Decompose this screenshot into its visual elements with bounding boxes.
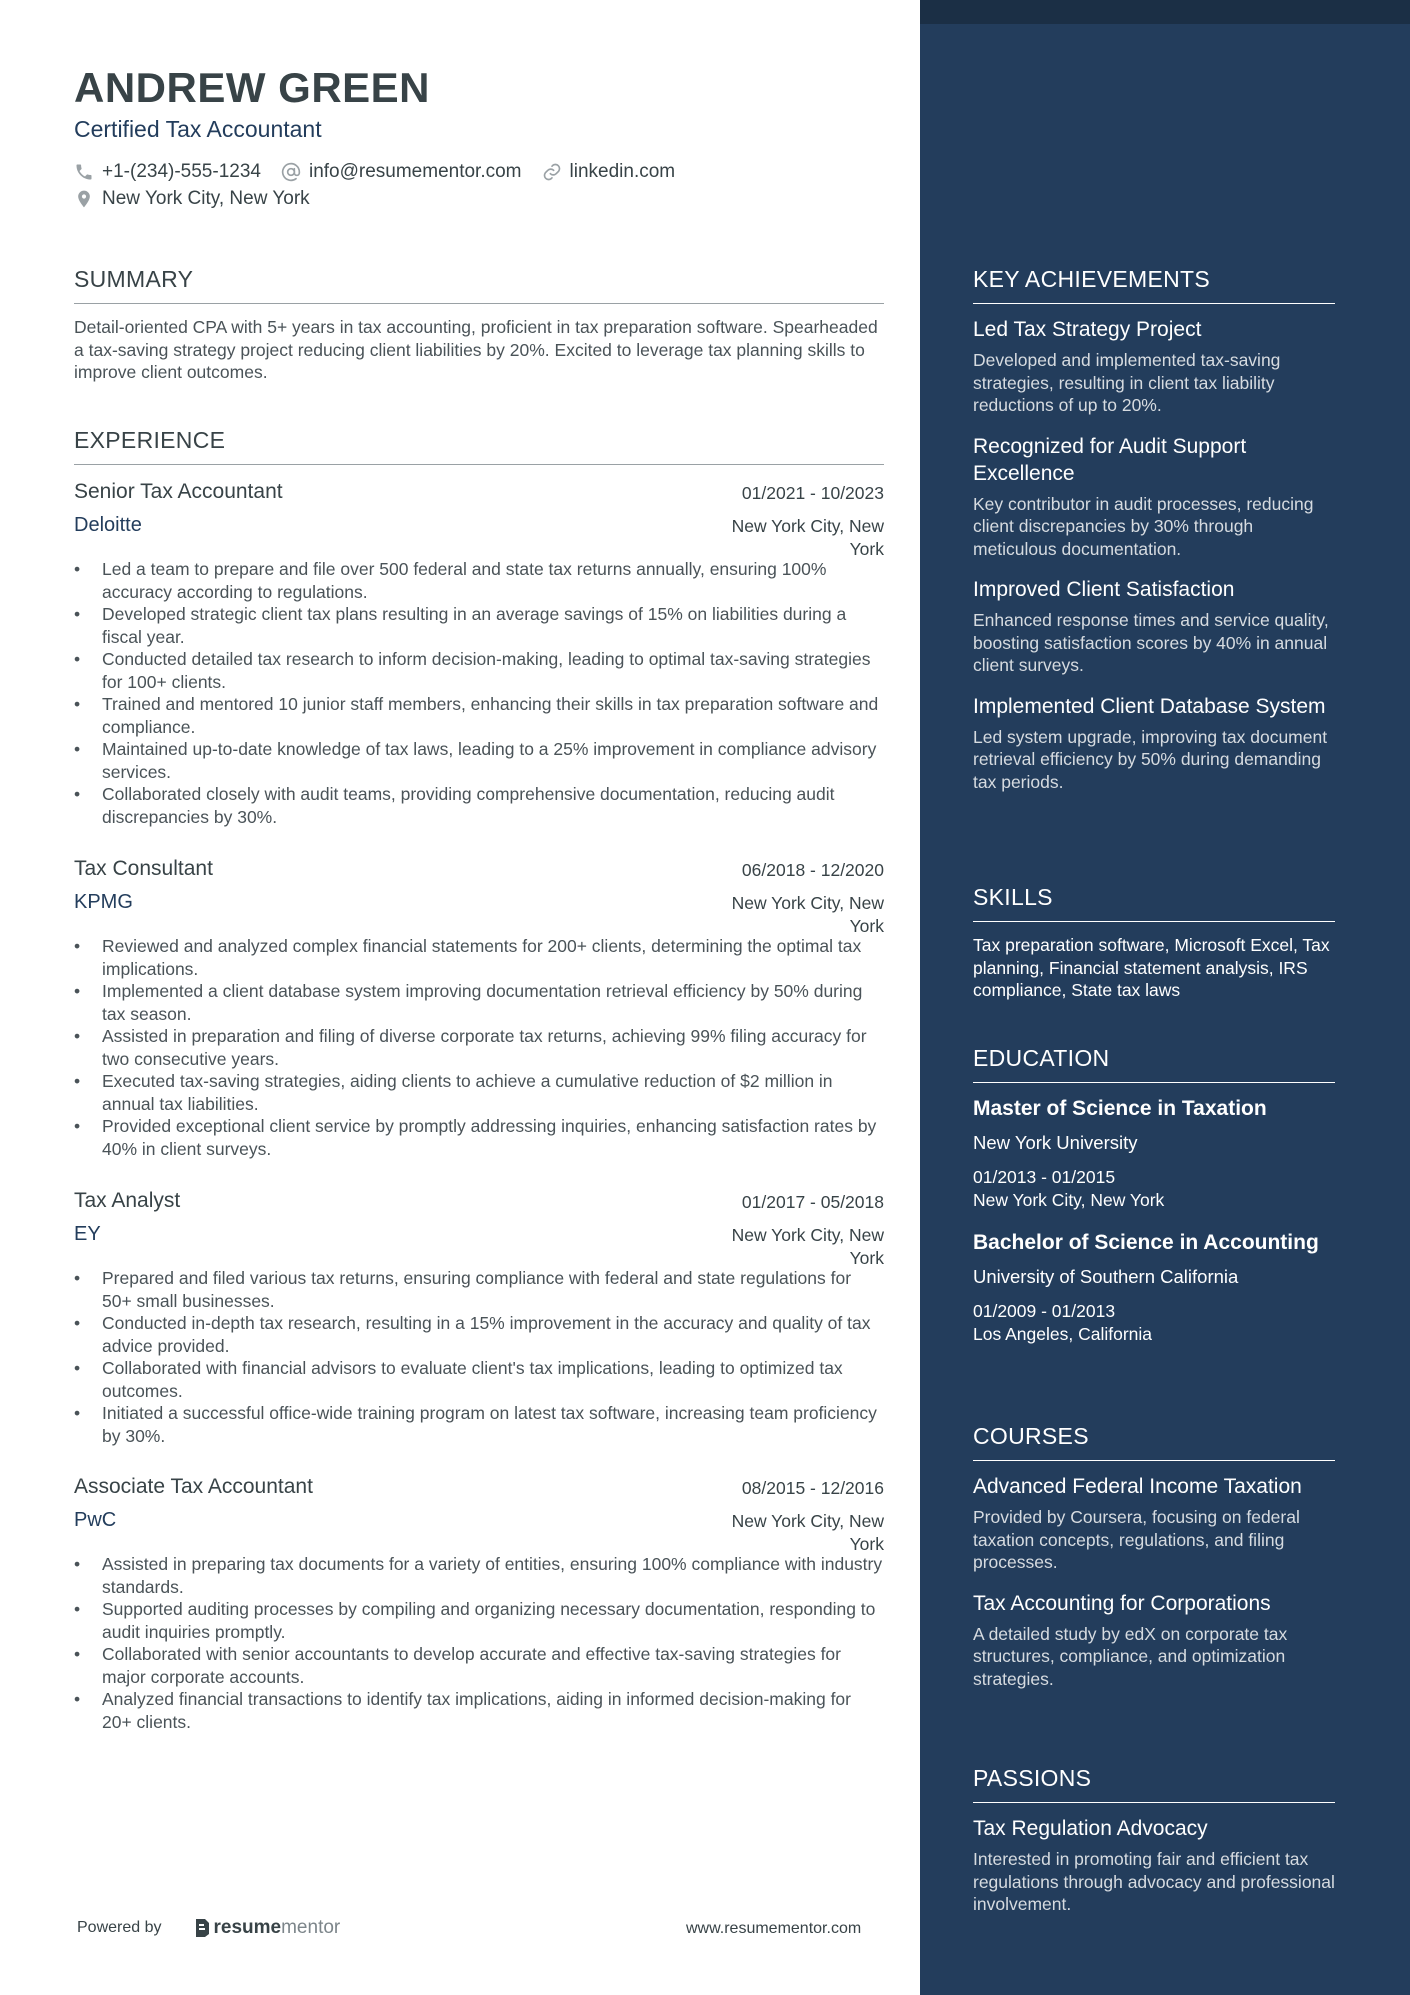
job-company: KPMG [74, 891, 133, 913]
job-location: New York City, New York [731, 516, 884, 559]
job-bullet: • Analyzed financial transactions to identify tax implications, aiding in informed decision-making for 20+ clients. [74, 1688, 884, 1733]
footer-powered-by [77, 1917, 340, 1939]
contact-location [74, 188, 310, 210]
email-text: info@resumementor.com [308, 161, 522, 182]
achievement-title: Improved Client Satisfaction [973, 578, 1235, 601]
contact-email[interactable] [281, 161, 522, 183]
passion-desc: Interested in promoting fair and efficient tax regulations through advocacy and professional involvement. [973, 1849, 1335, 1914]
summary-title: SUMMARY [74, 266, 884, 304]
passions-title: PASSIONS [973, 1765, 1335, 1803]
job-bullet: • Initiated a successful office-wide training program on latest tax software, increasing team proficiency by 30%. [74, 1402, 884, 1447]
course-desc: A detailed study by edX on corporate tax structures, compliance, and optimization strategies. [973, 1623, 1288, 1689]
course-title: Advanced Federal Income Taxation [973, 1475, 1302, 1498]
job-bullet: • Assisted in preparation and filing of diverse corporate tax returns, achieving 99% filing accuracy for two consecutive years. [74, 1025, 884, 1070]
job-bullet: • Led a team to prepare and file over 500 federal and state tax returns annually, ensuring 100% accuracy according to regulations. [74, 558, 884, 603]
job-bullet: • Implemented a client database system improving documentation retrieval efficiency by 50% during tax season. [74, 980, 884, 1025]
education-dates: 01/2013 - 01/2015 [973, 1167, 1116, 1187]
contact-row-1 [74, 161, 695, 183]
job-title: Tax Consultant [74, 857, 213, 880]
education-school: New York University [973, 1132, 1138, 1153]
sidebar [920, 0, 1410, 1995]
experience-section [74, 427, 884, 465]
brand-light: mentor [281, 1917, 341, 1938]
summary-text: Detail-oriented CPA with 5+ years in tax accounting, proficient in tax preparation software. Spearheaded a tax-saving strategy project reducing client liabilities by 20%. Excited to leverage tax planning skills to improve client outcomes. [74, 317, 878, 382]
education-location: Los Angeles, California [973, 1323, 1152, 1344]
brand-bold: resume [213, 1917, 282, 1938]
phone-icon [74, 162, 94, 182]
job-bullets [74, 558, 884, 828]
job-location: New York City, New York [731, 1225, 884, 1268]
job-title: Senior Tax Accountant [74, 480, 283, 503]
job-bullet: • Collaborated with senior accountants to develop accurate and effective tax-saving strategies for major corporate accounts. [74, 1643, 884, 1688]
skills-text: Tax preparation software, Microsoft Excel, Tax planning, Financial statement analysis, IRS compliance, State tax laws [973, 935, 1330, 1000]
job-company: PwC [74, 1509, 117, 1531]
course-title: Tax Accounting for Corporations [973, 1591, 1271, 1615]
contact-phone[interactable] [74, 161, 261, 183]
job-entry [74, 1189, 884, 1447]
location-text: New York City, New York [102, 188, 310, 209]
job-bullet: • Trained and mentored 10 junior staff members, enhancing their skills in tax preparation software and compliance. [74, 693, 884, 738]
achievement-desc: Key contributor in audit processes, reducing client discrepancies by 30% through meticulous documentation. [973, 493, 1314, 559]
achievement-title: Implemented Client Database System [973, 694, 1326, 718]
candidate-name: ANDREW GREEN [74, 64, 431, 111]
education-degree: Bachelor of Science in Accounting [973, 1231, 1319, 1254]
job-dates: 01/2017 - 05/2018 [741, 1192, 884, 1212]
job-bullet: • Conducted in-depth tax research, resulting in a 15% improvement in the accuracy and quality of tax advice provided. [74, 1312, 884, 1357]
achievement-title: Led Tax Strategy Project [973, 318, 1202, 341]
education-section [973, 1045, 1335, 1345]
achievement-desc: Led system upgrade, improving tax document retrieval efficiency by 50% during demanding tax periods. [973, 726, 1328, 792]
job-bullet: • Collaborated with financial advisors to evaluate client's tax implications, leading to optimized tax outcomes. [74, 1357, 884, 1402]
skills-title: SKILLS [973, 884, 1335, 922]
location-pin-icon [74, 189, 94, 209]
footer-website[interactable]: www.resumementor.com [686, 1920, 862, 1937]
job-bullet: • Supported auditing processes by compiling and organizing necessary documentation, responding to audit inquiries promptly. [74, 1598, 884, 1643]
job-company: Deloitte [74, 514, 142, 536]
job-bullet: • Provided exceptional client service by promptly addressing inquiries, enhancing satisfaction rates by 40% in client surveys. [74, 1115, 884, 1160]
brand-logo[interactable] [194, 1917, 341, 1939]
job-location: New York City, New York [731, 893, 884, 936]
resumementor-logo-icon [194, 1918, 210, 1938]
job-title: Associate Tax Accountant [74, 1475, 313, 1498]
achievements-title: KEY ACHIEVEMENTS [973, 266, 1335, 304]
job-bullet: • Developed strategic client tax plans resulting in an average savings of 15% on liabilities during a fiscal year. [74, 603, 884, 648]
job-company: EY [74, 1223, 101, 1245]
job-dates: 08/2015 - 12/2016 [741, 1478, 884, 1498]
link-icon [542, 162, 562, 182]
job-entry [74, 857, 884, 1160]
powered-by-label: Powered by [77, 1919, 162, 1936]
education-degree: Master of Science in Taxation [973, 1097, 1267, 1120]
job-title: Tax Analyst [74, 1189, 181, 1212]
experience-title: EXPERIENCE [74, 427, 884, 465]
job-bullet: • Prepared and filed various tax returns, ensuring compliance with federal and state regulations for 50+ small businesses. [74, 1267, 884, 1312]
job-bullet: • Maintained up-to-date knowledge of tax laws, leading to a 25% improvement in compliance advisory services. [74, 738, 884, 783]
job-bullet: • Assisted in preparing tax documents for a variety of entities, ensuring 100% compliance with industry standards. [74, 1553, 884, 1598]
job-location: New York City, New York [731, 1511, 884, 1554]
job-bullet: • Reviewed and analyzed complex financial statements for 200+ clients, determining the optimal tax implications. [74, 935, 884, 980]
candidate-role: Certified Tax Accountant [74, 116, 322, 142]
summary-section [74, 266, 884, 384]
job-bullet: • Conducted detailed tax research to inform decision-making, leading to optimal tax-saving strategies for 100+ clients. [74, 648, 884, 693]
job-bullets [74, 935, 884, 1160]
job-entry [74, 1475, 884, 1733]
sidebar-top-bar [920, 0, 1410, 24]
education-location: New York City, New York [973, 1189, 1165, 1210]
job-bullets [74, 1553, 884, 1733]
achievements-section [973, 266, 1335, 793]
courses-title: COURSES [973, 1423, 1335, 1461]
job-dates: 01/2021 - 10/2023 [741, 483, 884, 503]
achievement-desc: Enhanced response times and service quality, boosting satisfaction scores by 40% in annual client surveys. [973, 610, 1329, 675]
job-bullets [74, 1267, 884, 1447]
education-school: University of Southern California [973, 1266, 1239, 1287]
achievement-desc: Developed and implemented tax-saving strategies, resulting in client tax liability reductions of up to 20%. [973, 350, 1281, 415]
job-bullet: • Collaborated closely with audit teams, providing comprehensive documentation, reducing audit discrepancies by 30%. [74, 783, 884, 828]
courses-section [973, 1423, 1335, 1690]
contact-linkedin[interactable] [542, 161, 676, 183]
skills-section [973, 884, 1335, 1002]
phone-text: +1-(234)-555-1234 [102, 161, 261, 182]
passions-section [973, 1765, 1335, 1916]
linkedin-text: linkedin.com [569, 161, 676, 182]
job-entry [74, 480, 884, 828]
job-dates: 06/2018 - 12/2020 [741, 860, 884, 880]
achievement-title: Recognized for Audit Support Excellence [973, 434, 1247, 485]
education-dates: 01/2009 - 01/2013 [973, 1301, 1116, 1321]
at-icon [281, 162, 301, 182]
passion-title: Tax Regulation Advocacy [973, 1817, 1208, 1840]
education-title: EDUCATION [973, 1045, 1335, 1083]
course-desc: Provided by Coursera, focusing on federal taxation concepts, regulations, and filing processes. [973, 1507, 1300, 1572]
contact-row-2 [74, 188, 330, 210]
job-bullet: • Executed tax-saving strategies, aiding clients to achieve a cumulative reduction of $2 million in annual tax liabilities. [74, 1070, 884, 1115]
